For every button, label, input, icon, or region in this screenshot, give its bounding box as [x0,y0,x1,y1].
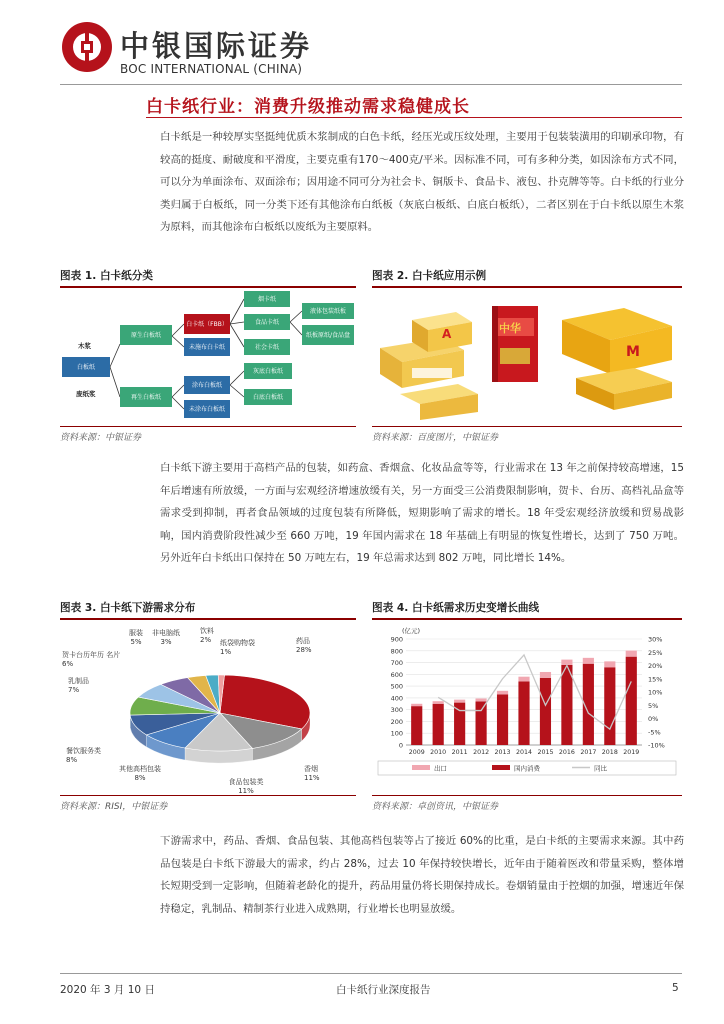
bar-export-2009 [411,704,422,706]
bar-export-2015 [540,672,551,678]
bar-domestic-2015 [540,678,551,745]
pie-label-4: 餐饮服务类 8% [66,747,101,764]
node-food-card: 食品卡纸 [244,314,290,330]
fig4-bar-line-chart [372,621,682,793]
line-yoy [438,655,631,729]
legend-item-1: 国内消费 [514,764,540,773]
fig4-title-rule [372,618,682,620]
fig2-title-rule [372,286,682,288]
demand-paragraph: 白卡纸下游主要用于高档产品的包装，如药盒、香烟盒、化妆品盒等等，行业需求在 13 年之前保持较高增速，15 年后增速有所放缓，一方面与宏观经济增速放缓有关，另一方面受三公消费限制影响，贺卡、台历、高档礼品盒等需求受到抑制，再者食品领域的过度包装有所降低，短期影响了需求的增长。18 年受宏观经济放缓和贸易战影响，国内消费阶段性减少至 660 万吨，19 年国内需求在 18 年基础上有明显的恢复性增长，达到了 750 万吨。另外近年白卡纸出口保持在 50 万吨左右，19 年总需求达到 802 万吨，同比增长 14%。 [160,462,684,564]
svg-text:A: A [442,327,452,341]
node-uncoated-board: 未涂布白板纸 [184,400,230,418]
x-tick-label: 2013 [494,749,511,756]
bar-export-2017 [583,658,594,664]
bar-export-2019 [626,651,637,657]
y-tick-label: 800 [390,647,403,656]
fig2-source: 资料来源：百度图片，中银证券 [372,433,499,443]
x-tick-label: 2017 [580,749,597,756]
x-tick-label: 2011 [451,749,468,756]
fig4-title: 图表 4. 白卡纸需求历史变增长曲线 [372,602,540,614]
pie-label-2: 食品包装类 11% [228,778,264,793]
bar-export-2010 [433,701,444,704]
svg-text:M: M [626,344,640,360]
downstream-paragraph: 下游需求中，药品、香烟、食品包装、其他高档包装等占了接近 60%的比重，是白卡纸的主要需求来源。其中药品包装是白卡纸下游最大的需求，约占 28%，过去 10 年保持较快增长，近年由于随着医改和带量采购，整体增长短期受到一定影响，但随着老龄化的提升，药品用量仍将长期保持成长。卷烟销量由于控烟的加强，增速近年保持稳定，乳制品、精制茶行业进入成熟期，行业增长也明显放缓。 [160,835,684,915]
bar-export-2012 [476,698,487,701]
y-tick-label: 300 [390,706,403,715]
legend-item-2: 同比 [594,764,607,773]
y2-tick-label: 30% [648,635,663,644]
bar-export-2014 [518,677,529,682]
x-tick-label: 2018 [601,749,618,756]
x-tick-label: 2014 [515,749,533,756]
section-title: 白卡纸行业：消费升级推动需求稳健成长 [146,97,470,117]
pie-label-3: 其他高档包装 8% [119,765,161,782]
y2-tick-label: 5% [648,701,659,710]
label-wood-pulp: 木浆 [78,342,91,350]
intro-paragraph: 白卡纸是一种较厚实坚挺纯优质木浆制成的白色卡纸，经压光或压纹处理，主要用于包装装潢用的印刷承印物，有较高的挺度、耐破度和平滑度，主要克重有170～400克/平米。因标准不同，可有多种分类，如因涂布方式不同，可以分为单面涂布、双面涂布；因用途不同可分为社会卡、铜版卡、食品卡、液包、扑克牌等等。白卡纸的行业分类归属于白板纸，同一分类下还有其他涂布白纸板（灰底白板纸、白底白板纸），二者区别在于白卡纸以原生木浆为原料，而其他涂布白板纸以废纸为主要原料。 [160,131,684,233]
node-white-back: 白底白板纸 [244,389,292,405]
y2-tick-label: -5% [648,728,661,737]
node-white-board: 白板纸 [62,357,110,377]
bar-domestic-2013 [497,694,508,745]
node-gray-back: 灰底白板纸 [244,363,292,379]
x-tick-label: 2012 [473,749,490,756]
fig1-title: 图表 1. 白卡纸分类 [60,270,153,282]
fig3-pie-chart [60,621,356,793]
fig3-source-rule [60,795,356,796]
pie-label-6: 贺卡台历年历 名片 6% [62,651,121,668]
bar-domestic-2012 [476,701,487,745]
bar-domestic-2019 [626,657,637,745]
node-paper-cup: 纸板原纸/食品盘 [302,325,354,345]
header-divider [60,84,682,85]
y2-tick-label: 20% [648,662,663,670]
node-uncoated-ivory: 未施布白卡纸 [184,338,230,356]
y2-tick-label: 10% [648,688,663,697]
pie-label-1: 香烟 11% [304,765,320,782]
label-waste-pulp: 废纸浆 [76,390,96,398]
bar-export-2013 [497,691,508,695]
pie-label-8: 非电脑纸 3% [152,629,180,646]
node-coated-board: 涂布白板纸 [184,376,230,394]
y-tick-label: 200 [390,717,403,726]
y2-tick-label: 0% [648,715,659,723]
fig2-source-rule [372,426,682,427]
page-number: 5 [672,982,679,994]
footer-report-name: 白卡纸行业深度报告 [336,984,431,996]
fig1-classification-diagram [60,289,356,424]
pie-label-0: 药品 28% [296,637,312,654]
bar-domestic-2010 [433,704,444,745]
y-tick-label: 700 [390,659,403,668]
fig4-source-rule [372,795,682,796]
footer-divider [60,973,682,974]
node-virgin-board: 原生白板纸 [120,325,172,345]
legend-item-0: 出口 [434,764,447,773]
boc-logo-icon [62,22,112,72]
packaging-examples-image [372,290,682,422]
title-divider [146,117,682,118]
y2-tick-label: -10% [648,741,665,750]
pie-label-7: 服装 5% [129,629,143,646]
y-tick-label: 600 [390,670,403,679]
fig2-product-photo [372,290,682,422]
fig1-title-rule [60,286,356,288]
bar-domestic-2014 [518,681,529,745]
fig3-title: 图表 3. 白卡纸下游需求分布 [60,602,196,614]
bar-domestic-2018 [604,667,615,745]
x-tick-label: 2015 [537,749,554,756]
bar-export-2018 [604,661,615,667]
bar-domestic-2016 [561,665,572,745]
x-tick-label: 2010 [430,749,447,756]
y2-tick-label: 15% [648,675,663,684]
fig3-source: 资料来源：RISI，中银证券 [60,802,168,812]
node-liquid-pack: 液体包装纸板 [302,303,354,319]
fig1-source-rule [60,426,356,427]
pie-label-5: 乳制品 7% [68,677,89,694]
fig4-source: 资料来源：卓创资讯，中银证券 [372,802,499,812]
y-tick-label: 500 [390,682,403,691]
pie-label-9: 饮料 2% [200,627,214,644]
y2-tick-label: 25% [648,648,663,657]
bar-domestic-2011 [454,703,465,745]
y-tick-label: 400 [390,694,403,703]
bar-domestic-2009 [411,706,422,745]
brand-name-en: BOC INTERNATIONAL (CHINA) [120,62,303,76]
node-recycled-board: 再生白板纸 [120,387,172,407]
bar-export-2016 [561,660,572,665]
y-unit-label: (亿元) [402,627,421,635]
cigarette-brand-label: 中华 [499,322,521,335]
node-coated-ivory: 白卡纸（FBB） [184,314,230,334]
x-tick-label: 2009 [408,749,425,756]
node-social-card: 社会卡纸 [244,339,290,355]
x-tick-label: 2016 [558,749,575,756]
fig1-source: 资料来源：中银证券 [60,433,142,443]
bar-export-2011 [454,700,465,703]
brand-name-cn: 中银国际证券 [120,29,313,63]
pie-label-10: 纸袋购物袋 1% [220,639,255,656]
node-cigarette-card: 烟卡纸 [244,291,290,307]
y-tick-label: 900 [390,635,403,644]
footer-date: 2020 年 3 月 10 日 [60,984,155,996]
x-tick-label: 2019 [623,749,640,756]
fig2-title: 图表 2. 白卡纸应用示例 [372,270,487,282]
fig3-title-rule [60,618,356,620]
y-tick-label: 100 [390,729,403,738]
y-tick-label: 0 [398,741,403,750]
